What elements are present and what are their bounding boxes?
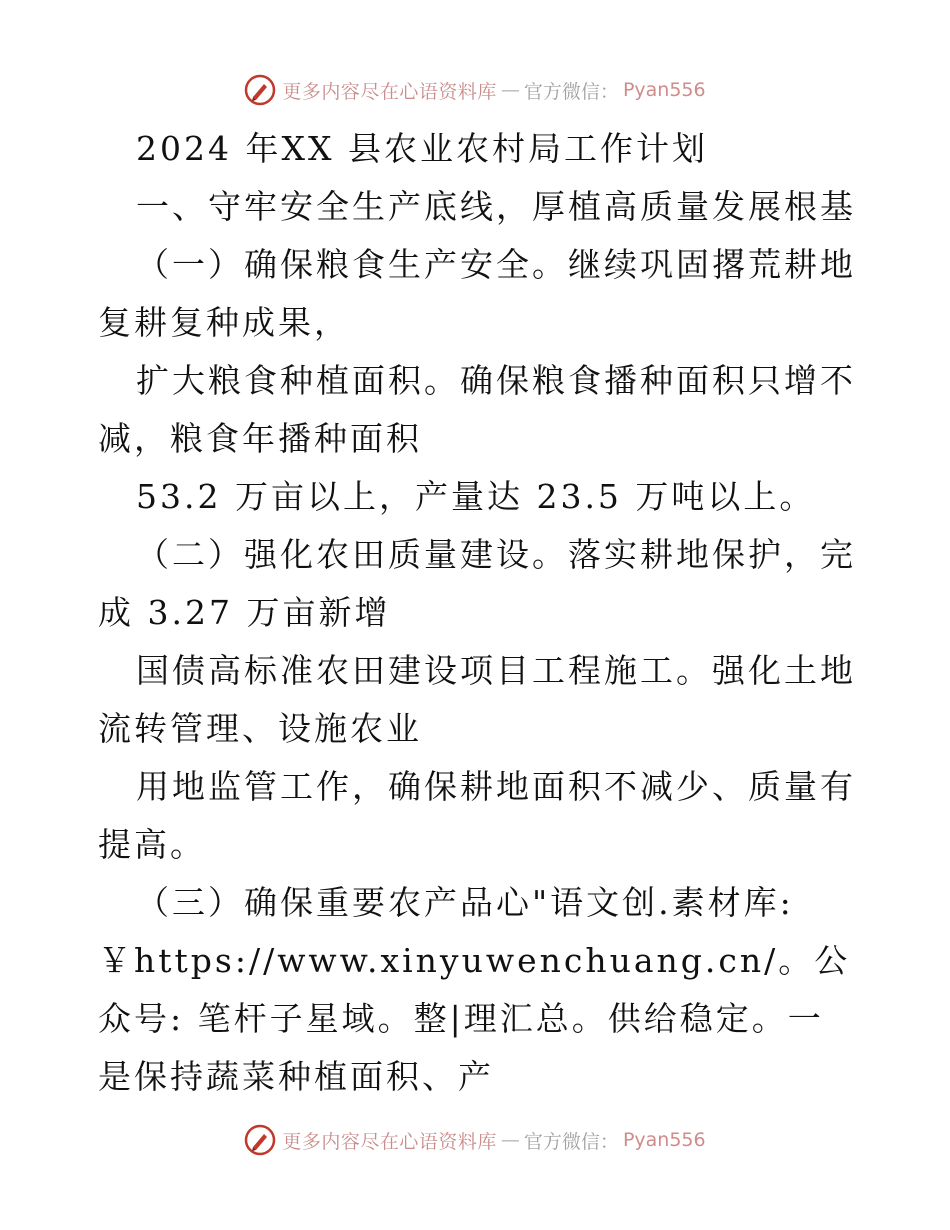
watermark-id: Pyan556 — [622, 1129, 706, 1151]
doc-line: 用地监管工作，确保耕地面积不减少、质量有提高。 — [98, 767, 856, 864]
watermark-header — [0, 70, 950, 110]
watermark-label: 官方微信： — [523, 80, 619, 103]
document-body — [98, 120, 858, 1106]
watermark-separator: — — [500, 79, 520, 101]
doc-line: 扩大粮食种植面积。确保粮食播种面积只增不减，粮食年播种面积 — [98, 361, 856, 458]
doc-line: 一、守牢安全生产底线，厚植高质量发展根基 — [136, 187, 856, 226]
doc-line: 53.2 万亩以上，产量达 23.5 万吨以上。 — [136, 477, 816, 516]
watermark-label: 官方微信： — [523, 1130, 619, 1153]
watermark-separator: — — [500, 1129, 520, 1151]
watermark-id: Pyan556 — [622, 79, 706, 101]
watermark-footer — [0, 1120, 950, 1160]
doc-line: （二）强化农田质量建设。落实耕地保护，完成 3.27 万亩新增 — [98, 535, 856, 632]
doc-line: （一）确保粮食生产安全。继续巩固撂荒耕地复耕复种成果， — [98, 245, 856, 342]
pen-logo-icon — [244, 74, 276, 106]
pen-logo-icon — [244, 1124, 276, 1156]
doc-line: 2024 年XX 县农业农村局工作计划 — [136, 129, 708, 168]
doc-line: （三）确保重要农产品心"语文创.素材库: ￥https://www.xinyuwenchuang.cn/。公众号: 笔杆子星域。整|理汇总。供给稳定。一是保持蔬菜种植面积、产 — [98, 883, 851, 1096]
watermark-site: 更多内容尽在心语资料库 — [282, 1130, 497, 1153]
watermark-site: 更多内容尽在心语资料库 — [282, 80, 497, 103]
doc-line: 国债高标准农田建设项目工程施工。强化土地流转管理、设施农业 — [98, 651, 856, 748]
